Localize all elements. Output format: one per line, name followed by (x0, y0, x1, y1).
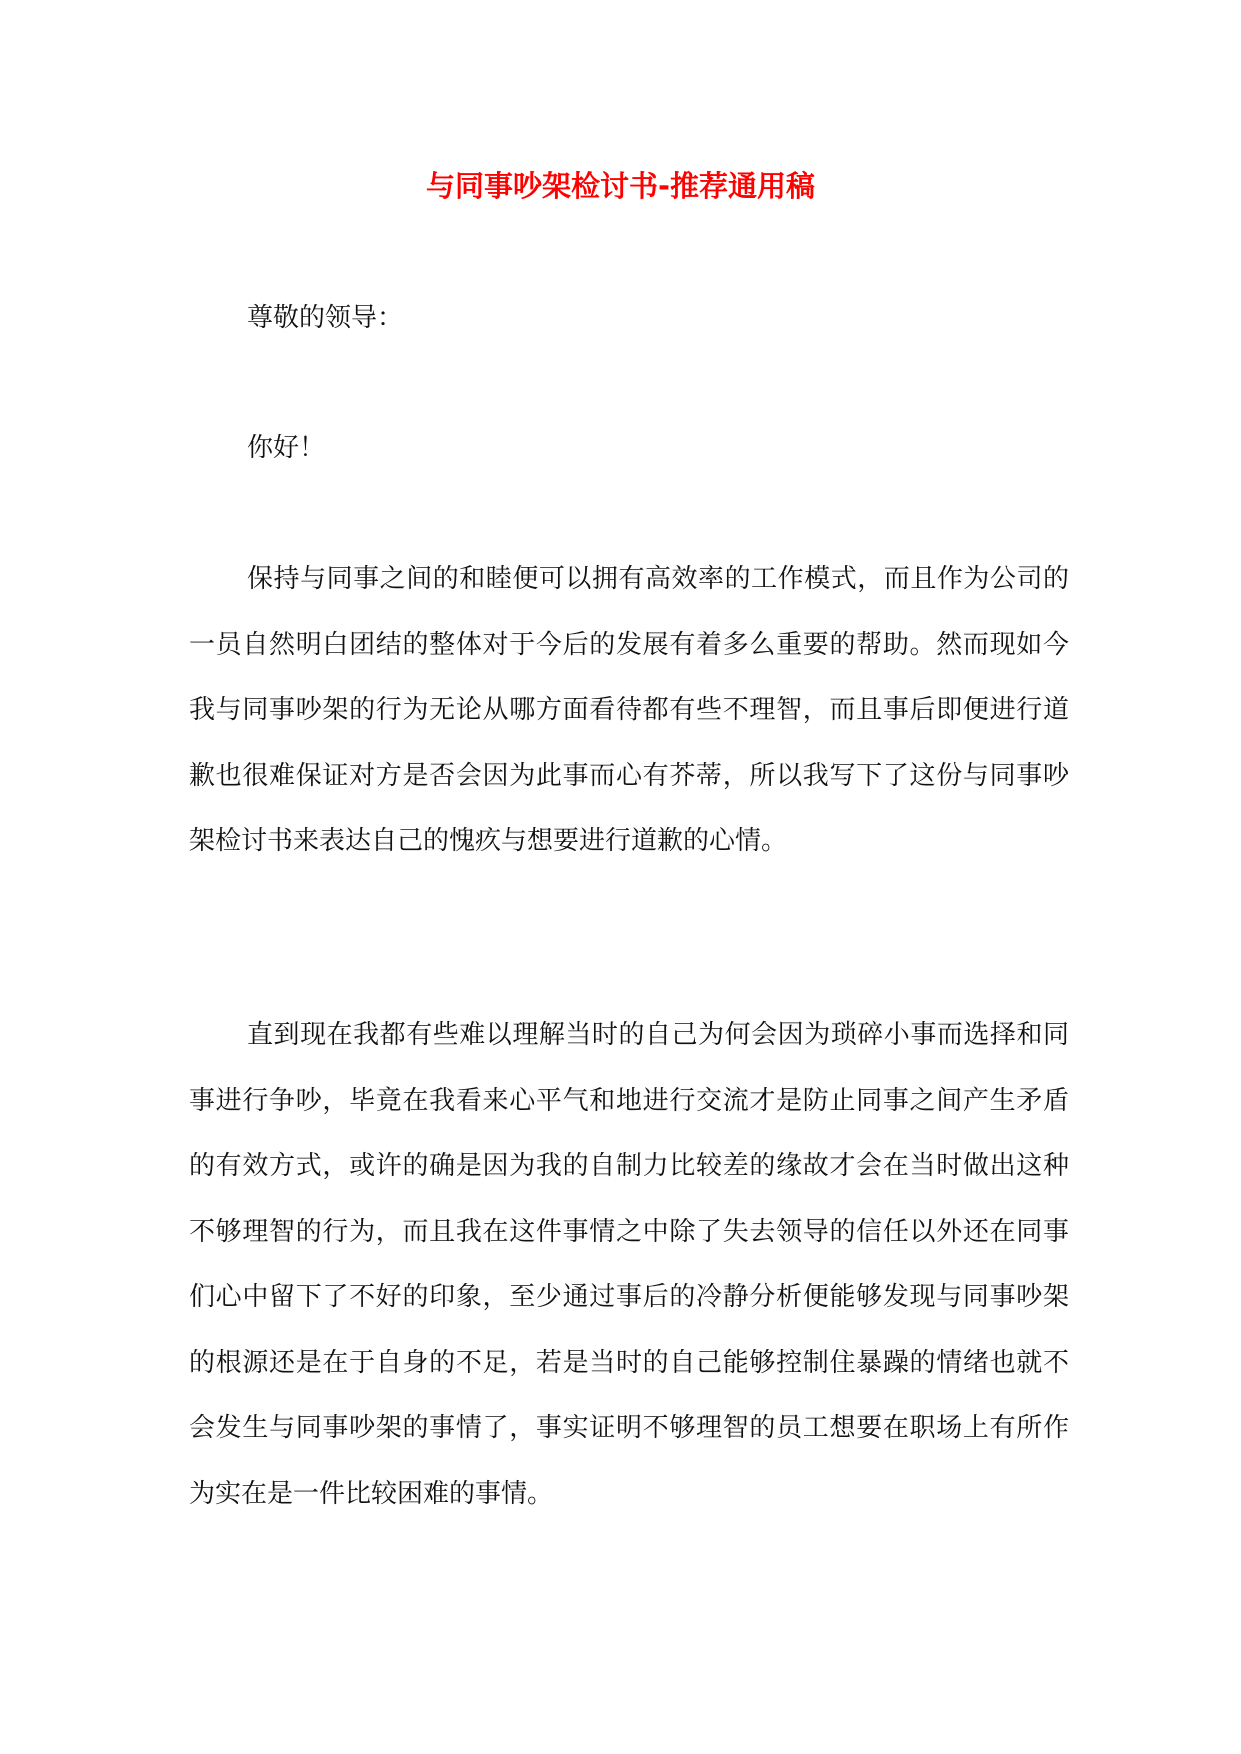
body-paragraph-1: 保持与同事之间的和睦便可以拥有高效率的工作模式，而且作为公司的一员自然明白团结的整体对于今后的发展有着多么重要的帮助。然而现如今我与同事吵架的行为无论从哪方面看待都有些不理智，而且事后即便进行道歉也很难保证对方是否会因为此事而心有芥蒂，所以我写下了这份与同事吵架检讨书来表达自己的愧疚与想要进行道歉的心情。 (189, 564, 1069, 856)
body-paragraph-2: 直到现在我都有些难以理解当时的自己为何会因为琐碎小事而选择和同事进行争吵，毕竟在我看来心平气和地进行交流才是防止同事之间产生矛盾的有效方式，或许的确是因为我的自制力比较差的缘故才会在当时做出这种不够理智的行为，而且我在这件事情之中除了失去领导的信任以外还在同事们心中留下了不好的印象，至少通过事后的冷静分析便能够发现与同事吵架的根源还是在于自身的不足，若是当时的自己能够控制住暴躁的情绪也就不会发生与同事吵架的事情了，事实证明不够理智的员工想要在职场上有所作为实在是一件比较困难的事情。 (189, 1020, 1069, 1509)
document-title: 与同事吵架检讨书-推荐通用稿 (425, 169, 816, 203)
salutation: 尊敬的领导： (247, 303, 404, 333)
greeting: 你好！ (247, 433, 326, 463)
